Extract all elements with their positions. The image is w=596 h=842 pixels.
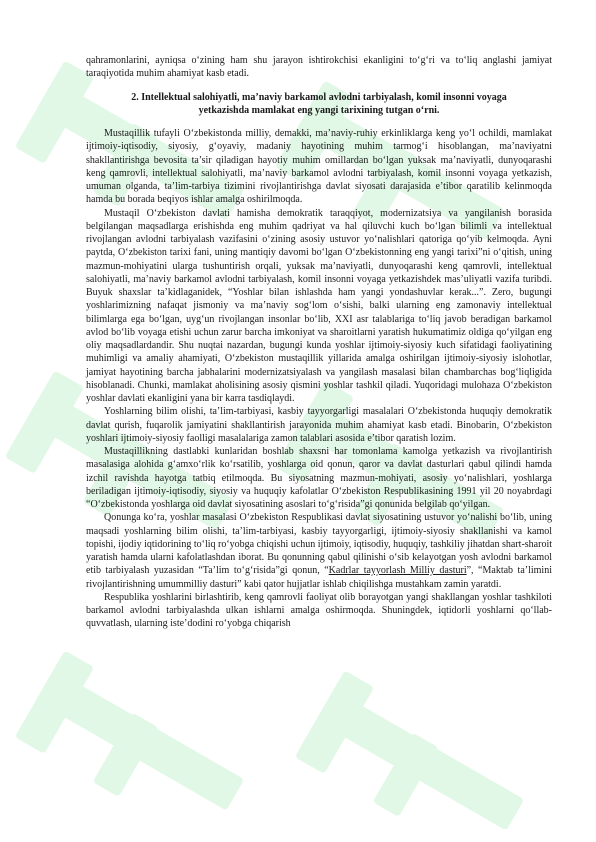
paragraph-6: Respublika yoshlarini birlashtirib, keng qamrovli faoliyat olib borayotgan yangi shakllangan yoshlar tashkiloti barkamol avlodni tarbiyalashda ulkan ishlarni amalga oshirmoqda. Shuningdek, iqtidorli yoshlarni qo‘llab-quvvatlash, ularning iste’dodini ro‘yobga chiqarish [86, 591, 552, 630]
paragraph-2: Mustaqil O‘zbekiston davlati hamisha demokratik taraqqiyot, modernizatsiya va yangilanish borasida belgilangan maqsadlarga erishishda eng muhim qadriyat va hal qiluvchi kuch bo‘lgan bilimli va intellektual rivojlangan avlodni tarbiyalash vazifasini o‘zining asosiy ustuvor yo‘nalishlari qatoriga qo‘yib kelmoqda. Ayni paytda, O‘zbekiston tarixi fani, uning mantiqiy davomi bo‘lgan O‘zbekistonning eng yangi tarixi”ni o‘qitish, uning mazmun-mohiyatini ularga tushuntirish orqali, yuksak ma’naviyatli, dunyoqarashi keng qamrovli, intellektual salohiyatli, ma’naviy barkamol avlodni tarbiyalash, komil insonni voyaga yetkazishdek mas’uliyatli vazifa turibdi. Buyuk shaxslar ta’kidlaganidek, “Yoshlar bilan ishlashda ham yangi yondashuvlar kerak...”. Zero, bugungi yoshlarimizning nafaqat jismoniy va ma’naviy sog‘lom o‘sishi, balki ularning eng zamonaviy intellektual bilimlarga ega bo‘lgan, uyg‘un rivojlangan insonlar bo‘lib, XXI asr talablariga to‘liq javob beradigan barkamol avlod bo‘lib voyaga etishi uchun zarur barcha imkoniyat va sharoitlarni yaratish hukumatimiz oldiga qo‘yilgan eng oliy maqsadlardandir. Shu nuqtai nazardan, bugungi kunda yoshlar ijtimoiy-siyosiy kuch sifatidagi faoliyatining muhimligi va amaliy ahamiyati, O‘zbekiston mustaqillik yillarida amalga oshirilgan ijtimoiy-siyosiy islohotlar, jamiyat hayotining barcha jabhalarini modernizatsiyalash va yangilash masalasi bilan chambarchas bog‘liqligida hisoblanadi. Chunki, mamlakat aholisining asosiy qismini yoshlar tashkil qiladi. Yuqoridagi mulohaza O‘zbekiston yoshlar davlati ekanligini yana bir karra tasdiqlaydi. [86, 207, 552, 404]
paragraph-4: Mustaqillikning dastlabki kunlaridan boshlab shaxsni har tomonlama kamolga yetkazish va rivojlantirish masalasiga alohida g‘amxo‘rlik ko‘rsatilib, yoshlarga oid qonun, qaror va davlat dasturlari qabul qilindi hamda izchil ravishda hayotga tatbiq etilmoqda. Bu siyosatning mazmun-mohiyati, asosiy yo‘nalishlari, yoshlarga beriladigan ijtimoiy-iqtisodiy, siyosiy va huquqiy kafolatlar O‘zbekiston Respublikasining 1991 yil 20 noyabrdagi “O‘zbekistonda yoshlarga oid davlat siyosatining asoslari to‘g‘risida”gi qonunida belgilab qo‘yilgan. [86, 446, 552, 510]
paragraph-3: Yoshlarning bilim olishi, ta’lim-tarbiyasi, kasbiy tayyorgarligi masalalari O‘zbekistonda huquqiy demokratik davlat qurish, fuqarolik jamiyatini shakllantirish jarayonida muhim ahamiyat kasb etadi. Binobarin, O‘zbekiston yoshlari ijtimoiy-siyosiy faolligi masalalariga zamon talablari asosida e’tibor qaratish lozim. [86, 406, 552, 444]
paragraph-5-text-b: ”, “Maktab ta’limini rivojlantirishning umummilliy dasturi” kabi qator hujjatlar ishlab chiqilishga mustahkam zamin yaratdi. [86, 565, 552, 590]
paragraph-intro: qahramonlarini, ayniqsa o‘zining ham shu jarayon ishtirokchisi ekanligini to‘g‘ri va to‘liq anglashi jamiyat taraqiyotida muhim ahamiyat kasb etadi. [86, 55, 552, 80]
document-page [86, 54, 552, 631]
paragraph-5 [86, 511, 552, 591]
paragraph-1: Mustaqillik tufayli O‘zbekistonda milliy, demakki, ma’naviy-ruhiy erkinliklarga keng yo‘l ochildi, mamlakat ijtimoiy-iqtisodiy, siyosiy, g‘oyaviy, madaniy hayotining muhim tarmog‘i hisoblangan, ma’naviyatni shakllantirishga bevosita ta’sir qiladigan hayotiy muhim omillardan bo‘lgan yuksak ma’naviyatli, dunyoqarashi keng qamrovli, intellektual salohiyatli, ma’naviy barkamol avlodni tarbiyalash, komil insonni voyaga yetkazish, umuman olganda, ta’lim-tarbiya tizimini rivojlantirishga davlat siyosati darajasida e’tibor qaratilib kelinmoqda hamda bu borada beqiyos ishlar amalga oshirilmoqda. [86, 128, 552, 206]
section-heading: 2. Intellektual salohiyatli, ma’naviy barkamol avlodni tarbiyalash, komil insonni voyaga yetkazishda mamlakat eng yangi tarixining tutgan o‘rni. [131, 91, 507, 116]
kadrlar-dasturi-link[interactable]: Kadrlar tayyorlash Milliy dasturi [328, 565, 467, 577]
paragraph-5-text-a: Qonunga ko‘ra, yoshlar masalasi O‘zbekiston Respublikasi davlat siyosatining ustuvor yo‘nalishi bo‘lib, uning maqsadi yoshlarning bilim olishi, ta’lim-tarbiyasi, kasbiy tayyorgarligi, ijtimoiy-siyosiy shakllanishi va kamol topishi, ijodiy iqtidorining to‘liq ro‘yobga chiqishi uchun ijtimoiy, iqtisodiy, huquqiy, tashkiliy jihatdan shart-sharoit yaratish hamda ularni kafolatlashdan iborat. Bu qonunning qabul qilinishi o‘sib kelayotgan yosh avlodni barkamol etib tarbiyalash yuzasidan “Ta’lim to‘g‘risida”gi qonun, “ [86, 512, 552, 577]
